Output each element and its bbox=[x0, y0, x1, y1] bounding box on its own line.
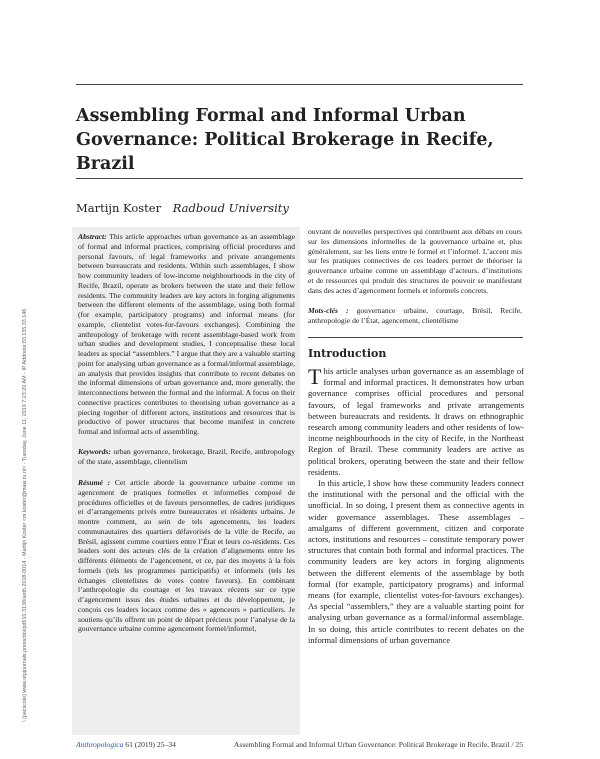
mots-cles-label: Mots-clés : bbox=[308, 306, 349, 315]
mots-cles-text: gouvernance urbaine, courtage, Brésil, Recife, anthropologie de l’État, agencement, clientélisme bbox=[308, 306, 522, 325]
keywords bbox=[78, 447, 295, 467]
intro-paragraph-2: In this article, I show how these community leaders connect the institutional with the personal and the official with the unofficial. In so doing, I present them as connective agents in wider governance assemblages. These assemblages – amalgams of different government, citizen and corporate actors, institutions and resources – constitute temporary power structures that contain both formal and informal practices. The community leaders are key actors in forging alignments between the different elements of the assemblage by both formal (for example, participatory programs) and informal means (for example, clientelist votes-for-favours exchanges). As special “assemblers,” they are a valuable starting point for analysing urban governance as a formal/informal assemblage. In so doing, this article contributes to recent debates on the informal dimensions of urban governance bbox=[308, 478, 524, 645]
abstract bbox=[78, 232, 295, 437]
intro-paragraph-1: This article analyses urban governance as an assemblage of formal and informal practices. It demonstrates how urban governance comprises official procedures and personal favours, of legal frameworks and private arrangements between bureaucrats and residents. It draws on ethnographic research among community leaders and other residents of low-income neighbourhoods in the city of Recife, in the Northeast Region of Brazil. These community leaders are active as political brokers, operating between the state and their fellow residents. bbox=[308, 364, 524, 477]
keywords-text: urban governance, brokerage, Brazil, Recife, anthropology of the state, assemblage, clientelism bbox=[78, 447, 295, 466]
resume-label: Résumé : bbox=[78, 478, 111, 487]
resume bbox=[78, 478, 295, 634]
author-affiliation: Radboud University bbox=[172, 201, 289, 215]
title-rule bbox=[76, 178, 523, 179]
download-watermark: \ (pacscole) www.utpjournals.press/doi/pdf/10.3138/anth.2018-0014 - Martijn Koster <m.koster@maw.ru.nl> - Tuesday, June 11, 2019 7:23:20 AM - IP Address:83.135.33.146 bbox=[22, 308, 28, 722]
journal-link[interactable]: Anthropologica bbox=[76, 740, 124, 749]
resume-continued: ouvrant de nouvelles perspectives qui contribuent aux débats en cours sur les dimensions informelles de la gouvernance urbaine et, plus généralement, sur les liens entre le formel et l’informel. L’accent mis sur les pratiques connectives de ces leaders permet de théoriser la gouvernance urbaine comme un assemblage d’acteurs, d’institutions et de ressources qui produit des structures de pouvoir se manifestant dans des actes d’agencement formels et informels concrets. bbox=[308, 227, 522, 295]
mots-cles bbox=[308, 306, 522, 326]
running-title: Assembling Formal and Informal Urban Governance: Political Brokerage in Recife, Brazil / 25 bbox=[233, 740, 523, 749]
author-line bbox=[76, 201, 289, 215]
page-footer bbox=[76, 740, 523, 749]
citation: 61 (2019) 25–34 bbox=[125, 740, 176, 749]
keywords-label: Keywords: bbox=[78, 447, 111, 456]
author-name: Martijn Koster bbox=[76, 201, 162, 215]
article-title: Assembling Formal and Informal Urban Governance: Political Brokerage in Recife, Brazil bbox=[76, 106, 494, 174]
abstract-text: This article approaches urban governance as an assemblage of formal and informal practices, comprising official procedures and personal favours, of legal frameworks and private arrangements between bureaucrats and residents. Within such assemblages, I show how community leaders of low-income neighbourhoods in the city of Recife, Brazil, operate as brokers between the state and their fellow residents. The community leaders are key actors in forging alignments between the different elements of the assemblage, using both formal (for example, participatory programs) and informal means (for example, clientelist votes-for-favours exchanges). Combining the anthropology of brokerage with recent assemblage-based work from urban studies and development studies, I conceptualise these local leaders as special “assemblers.” I argue that they are a valuable starting point for analysing urban governance as a formal/informal assemblage, an analysis that provides insights that contribute to recent debates on the informal dimensions of urban governance and, more generally, the interconnections between the formal and the informal. A focus on their connective practices contributes to theorising urban governance as a piecing together of different actors, institutions and resources that is productive of power structures that become manifest in concrete formal and informal acts of assembling. bbox=[78, 232, 295, 436]
drop-cap: T bbox=[308, 364, 322, 389]
introduction-heading: Introduction bbox=[308, 347, 387, 360]
intro-rule bbox=[308, 337, 523, 338]
introduction-body bbox=[308, 366, 524, 646]
top-rule bbox=[76, 84, 523, 85]
abstract-label: Abstract: bbox=[78, 232, 107, 241]
resume-text: Cet article aborde la gouvernance urbaine comme un agencement de pratiques formelles et informelles composé de procédures officielles et de faveurs personnelles, de cadres juridiques et d’arrangements privés entre bureaucrates et résidents urbains. Je montre comment, au sein de tels agencements, les leaders communautaires des quartiers défavorisés de la ville de Recife, au Brésil, agissent comme courtiers entre l’État et leurs co-résidents. Ces leaders sont des acteurs clés de la création d’alignements entre les différents éléments de l’agencement, et ce, par des moyens à la fois formels (tels les programmes participatifs) et informels (tels les échanges clientelistes de votes contre faveurs). En combinant l’anthropologie du courtage et les travaux récents sur ce type d’agencement issus des études urbaines et du développement, je conçois ces leaders locaux comme des « agenceurs » particuliers. Je soutiens qu’ils offrent un point de départ précieux pour l’analyse de la gouvernance urbaine comme agencement formel/informel, bbox=[78, 478, 295, 634]
